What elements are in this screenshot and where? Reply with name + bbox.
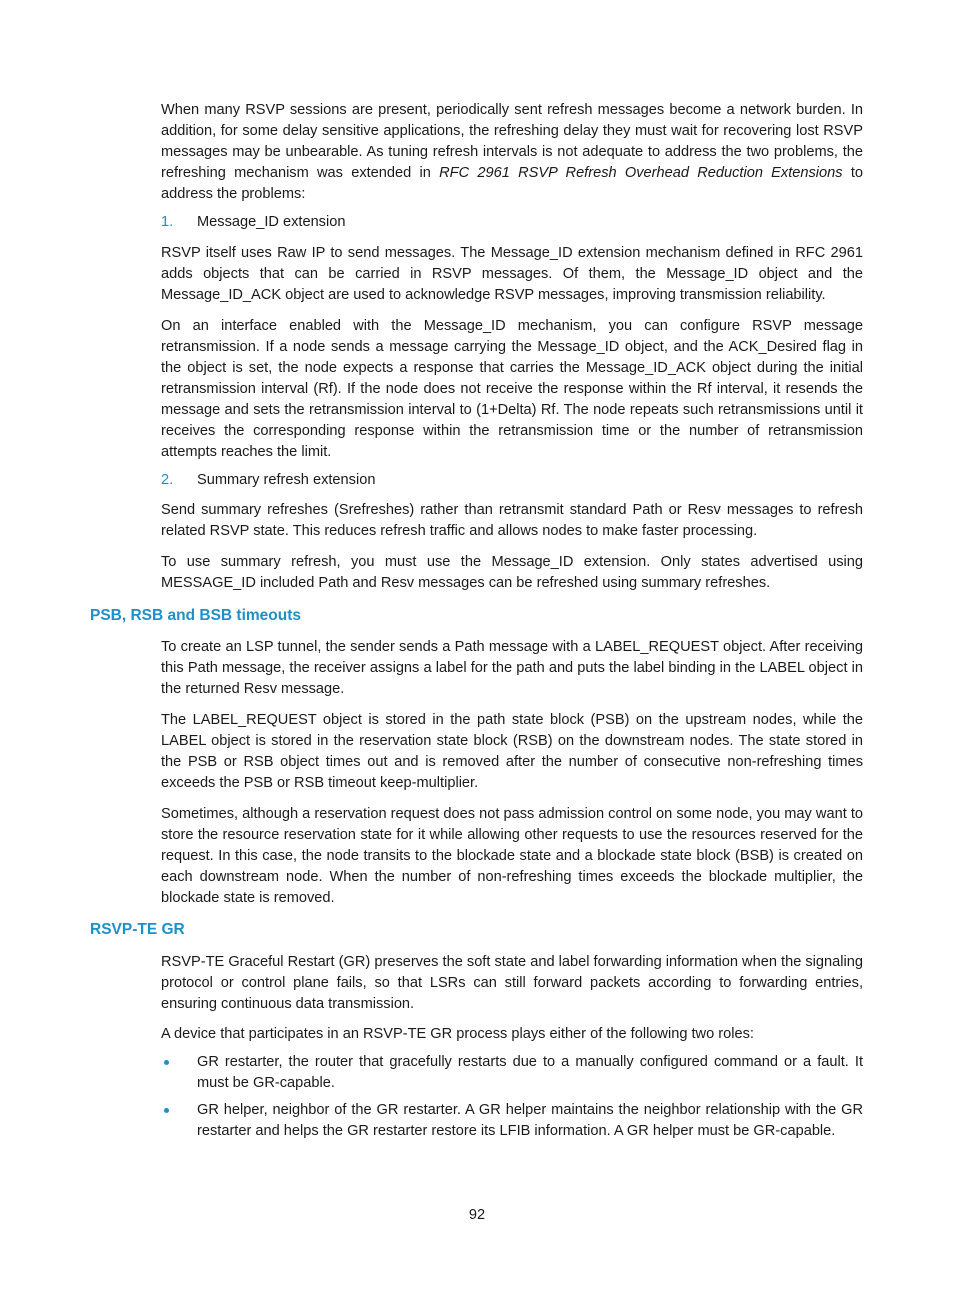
rfc-title: RFC 2961 RSVP Refresh Overhead Reduction Extensions <box>439 165 843 181</box>
list-number: 1. <box>161 214 174 230</box>
intro-paragraph <box>161 100 863 205</box>
intro-text: When many RSVP sessions are present, periodically sent refresh messages become a network burden. In addition, for some delay sensitive applications, the refreshing delay they must wait for recovering lost RSVP messages may be unbearable. As tuning refresh intervals is not adequate to address the two problems, the refreshing mechanism was extended in <box>161 102 863 181</box>
list-item-label: Summary refresh extension <box>197 472 376 488</box>
timeouts-paragraph-2: The LABEL_REQUEST object is stored in the path state block (PSB) on the upstream nodes, while the LABEL object is stored in the reservation state block (RSB) on the downstream nodes. The state stored in the PSB or RSB object times out and is removed after the number of consecutive non-refreshing times exceeds the PSB or RSB timeout keep-multiplier. <box>161 712 863 791</box>
bullet-text: GR restarter, the router that gracefully restarts due to a manually configured command or a fault. It must be GR-capable. <box>197 1054 863 1091</box>
timeouts-paragraph-1: To create an LSP tunnel, the sender sends a Path message with a LABEL_REQUEST object. After receiving this Path message, the receiver assigns a label for the path and puts the label binding in the LABEL object in the returned Resv message. <box>161 639 863 697</box>
timeouts-paragraph-3: Sometimes, although a reservation request does not pass admission control on some node, you may want to store the resource reservation state for it while allowing other requests to use the resources reserved for the request. In this case, the node transits to the blockade state and a blockade state block (BSB) is created on each downstream node. When the number of non-refreshing times exceeds the blockade multiplier, the blockade state is removed. <box>161 806 863 906</box>
page-number: 92 <box>468 1207 486 1223</box>
list-item-label: Message_ID extension <box>197 214 346 230</box>
bullet-icon <box>164 1060 169 1065</box>
bullet-item-gr-restarter <box>161 1052 863 1094</box>
bullet-icon <box>164 1108 169 1113</box>
gr-paragraph-2: A device that participates in an RSVP-TE GR process plays either of the following two roles: <box>161 1026 754 1042</box>
section-heading-gr: RSVP-TE GR <box>90 921 185 938</box>
intro-text-end: to address the problems: <box>161 165 863 202</box>
message-id-paragraph-1: RSVP itself uses Raw IP to send messages. The Message_ID extension mechanism defined in RFC 2961 adds objects that can be carried in RSVP messages. Of them, the Message_ID object and the Message_ID_ACK object are used to acknowledge RSVP messages, improving transmission reliability. <box>161 245 863 303</box>
message-id-paragraph-2: On an interface enabled with the Message_ID mechanism, you can configure RSVP message retransmission. If a node sends a message carrying the Message_ID object, and the ACK_Desired flag in the object is set, the node expects a response that carries the Message_ID_ACK object during the initial retransmission interval (Rf). If the node does not receive the response within the Rf interval, it resends the message and sets the retransmission interval to (1+Delta) Rf. The node repeats such retransmissions until it receives the corresponding response within the retransmission time or the number of retransmission attempts reaches the limit. <box>161 318 863 460</box>
bullet-item-gr-helper <box>161 1100 863 1142</box>
list-number: 2. <box>161 472 174 488</box>
list-item-summary-refresh <box>161 470 863 491</box>
summary-paragraph-1: Send summary refreshes (Srefreshes) rather than retransmit standard Path or Resv messages to refresh related RSVP state. This reduces refresh traffic and allows nodes to make faster processing. <box>161 502 863 539</box>
gr-paragraph-1: RSVP-TE Graceful Restart (GR) preserves the soft state and label forwarding information when the signaling protocol or control plane fails, so that LSRs can still forward packets according to forwarding entries, ensuring continuous data transmission. <box>161 954 863 1012</box>
bullet-text: GR helper, neighbor of the GR restarter. A GR helper maintains the neighbor relationship with the GR restarter and helps the GR restarter restore its LFIB information. A GR helper must be GR-capable. <box>197 1102 863 1139</box>
section-heading-timeouts: PSB, RSB and BSB timeouts <box>90 607 301 624</box>
summary-paragraph-2: To use summary refresh, you must use the Message_ID extension. Only states advertised using MESSAGE_ID included Path and Resv messages can be refreshed using summary refreshes. <box>161 554 863 591</box>
list-item-message-id <box>161 212 863 233</box>
